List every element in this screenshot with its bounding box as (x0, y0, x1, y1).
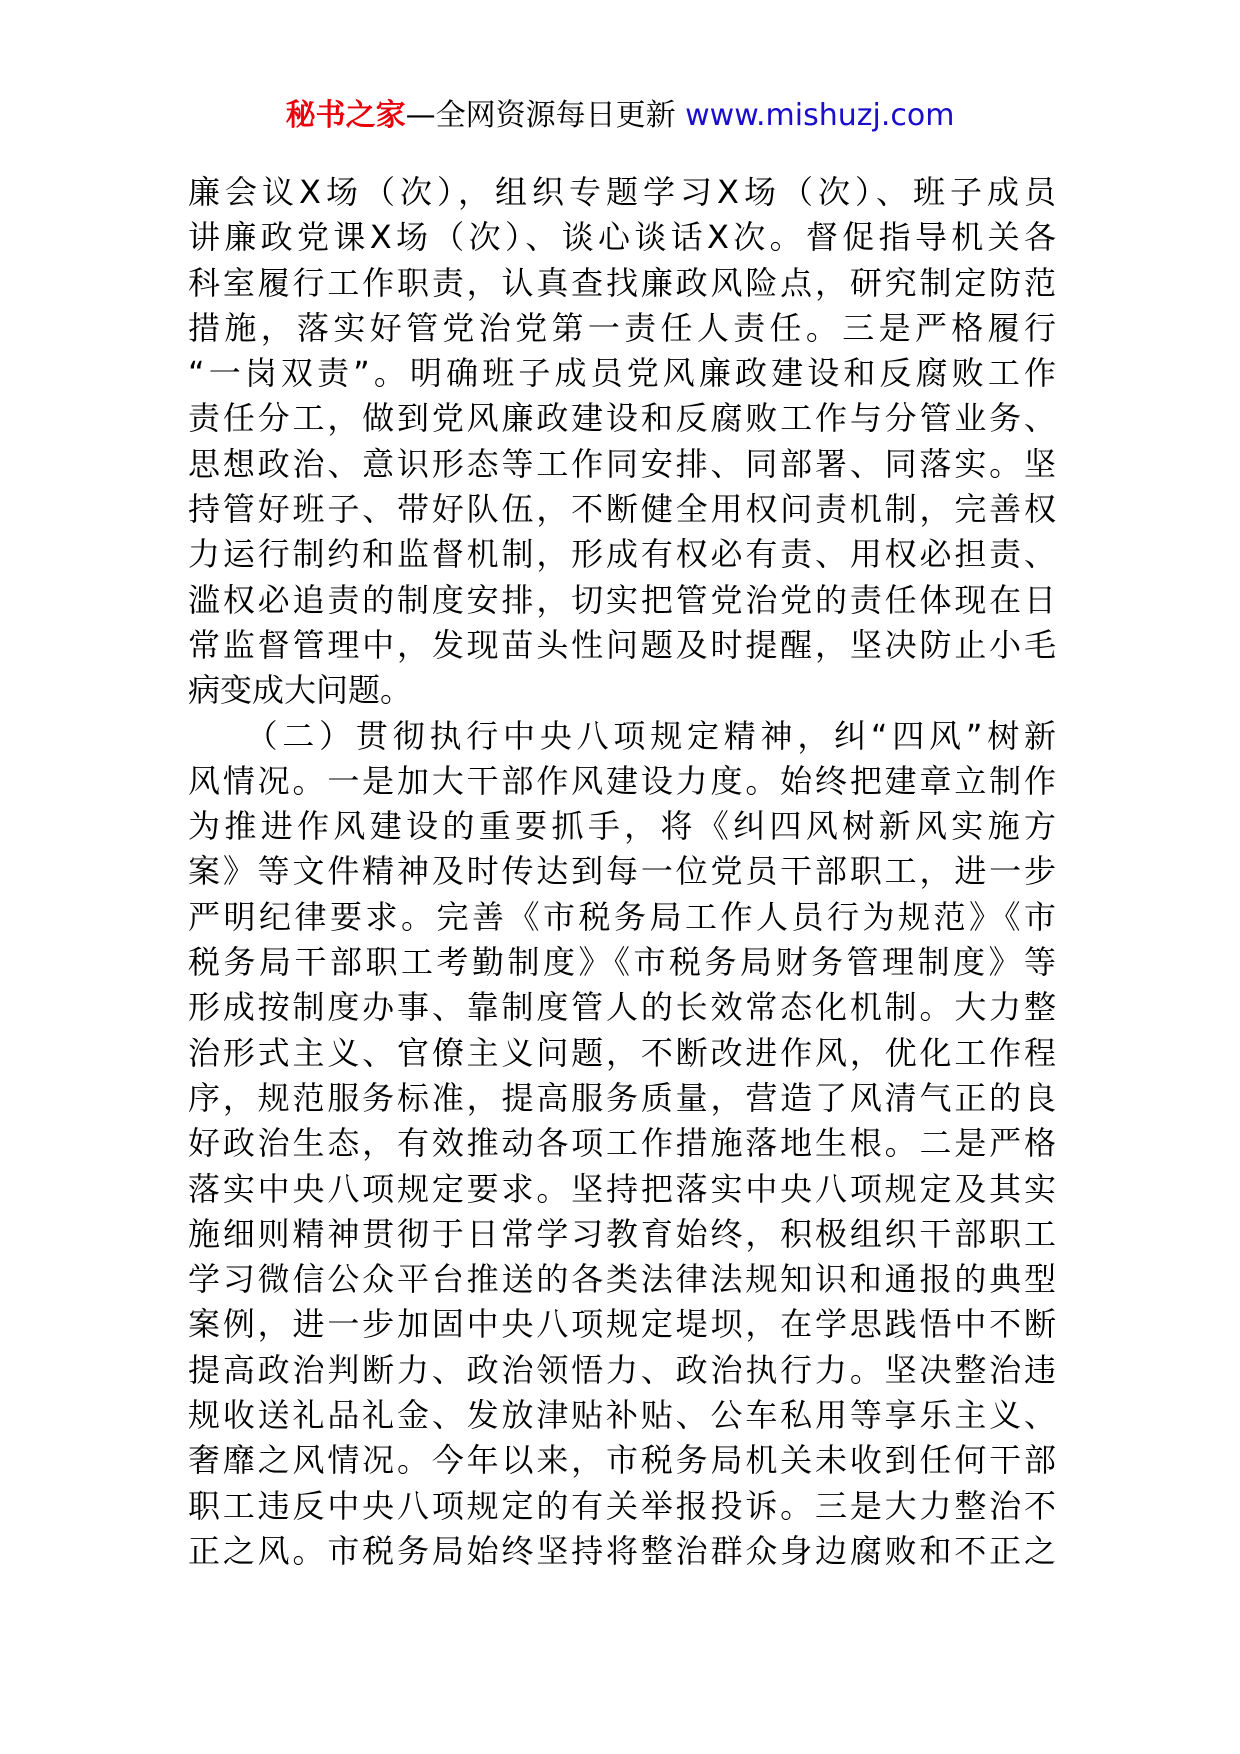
text-line: 正之风。市税务局始终坚持将整治群众身边腐败和不正之 (188, 1531, 1056, 1570)
paragraph-end-line: 病变成大问题。 (188, 671, 413, 710)
text-line: 廉会议X场（次），组织专题学习X场（次）、班子成员 (188, 173, 1056, 211)
section-heading-line: （二）贯彻执行中央八项规定精神，纠“四风”树新 (188, 716, 1056, 755)
site-tagline: —全网资源每日更新 (405, 98, 686, 133)
text-line: 落实中央八项规定要求。坚持把落实中央八项规定及其实 (188, 1169, 1056, 1208)
text-line: 治形式主义、官僚主义问题，不断改进作风，优化工作程 (188, 1033, 1056, 1072)
text-line: 力运行制约和监督机制，形成有权必有责、用权必担责、 (188, 535, 1056, 574)
site-brand: 秘书之家 (285, 98, 406, 133)
text-line: 案》等文件精神及时传达到每一位党员干部职工，进一步 (188, 852, 1056, 891)
text-line: 讲廉政党课X场（次）、谈心谈话X次。督促指导机关各 (188, 218, 1056, 257)
text-line: 职工违反中央八项规定的有关举报投诉。三是大力整治不 (188, 1486, 1056, 1525)
text-line: 规收送礼品礼金、发放津贴补贴、公车私用等享乐主义、 (188, 1396, 1056, 1435)
text-line: 严明纪律要求。完善《市税务局工作人员行为规范》《市 (188, 897, 1056, 936)
text-line: 为推进作风建设的重要抓手，将《纠四风树新风实施方 (188, 807, 1056, 846)
text-line: 好政治生态，有效推动各项工作措施落地生根。二是严格 (188, 1124, 1056, 1163)
text-line: 科室履行工作职责，认真查找廉政风险点，研究制定防范 (188, 263, 1056, 302)
text-line: 滥权必追责的制度安排，切实把管党治党的责任体现在日 (188, 580, 1056, 619)
text-line: 序，规范服务标准，提高服务质量，营造了风清气正的良 (188, 1078, 1056, 1117)
text-line: 案例，进一步加固中央八项规定堤坝，在学思践悟中不断 (188, 1305, 1056, 1344)
text-line: 常监督管理中，发现苗头性问题及时提醒，坚决防止小毛 (188, 625, 1056, 664)
text-line: 提高政治判断力、政治领悟力、政治执行力。坚决整治违 (188, 1350, 1056, 1389)
text-line: 奢靡之风情况。今年以来，市税务局机关未收到任何干部 (188, 1441, 1056, 1480)
site-url-link[interactable]: www.mishuzj.com (685, 98, 955, 133)
text-line: 税务局干部职工考勤制度》《市税务局财务管理制度》等 (188, 943, 1056, 982)
text-line: 学习微信公众平台推送的各类法律法规知识和通报的典型 (188, 1260, 1056, 1299)
text-line: 风情况。一是加大干部作风建设力度。始终把建章立制作 (188, 761, 1056, 800)
text-line: 施细则精神贯彻于日常学习教育始终，积极组织干部职工 (188, 1214, 1056, 1253)
text-line: 措施，落实好管党治党第一责任人责任。三是严格履行 (188, 308, 1056, 347)
text-line: 思想政治、意识形态等工作同安排、同部署、同落实。坚 (188, 444, 1056, 483)
text-line: 责任分工，做到党风廉政建设和反腐败工作与分管业务、 (188, 399, 1056, 438)
text-line: 形成按制度办事、靠制度管人的长效常态化机制。大力整 (188, 988, 1056, 1027)
site-header (0, 96, 1240, 136)
text-line: 持管好班子、带好队伍，不断健全用权问责机制，完善权 (188, 490, 1056, 529)
document-body (188, 170, 1056, 1574)
text-line: “一岗双责”。明确班子成员党风廉政建设和反腐败工作 (188, 354, 1056, 393)
